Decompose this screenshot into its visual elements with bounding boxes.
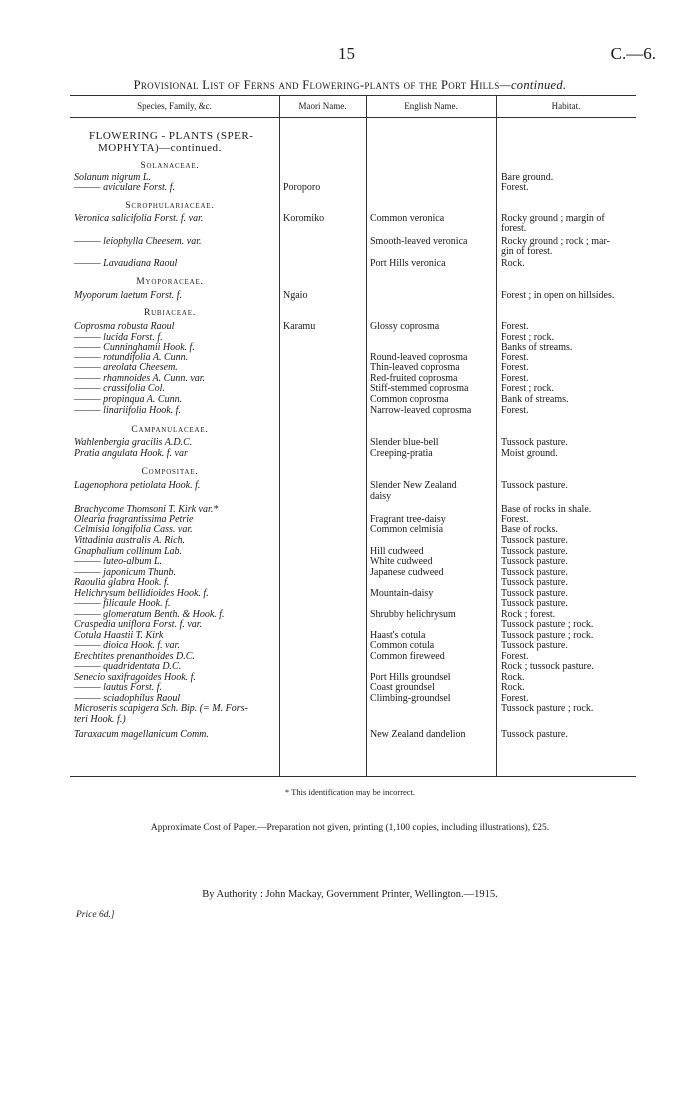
habitat-cell: Tussock pasture ; rock. xyxy=(501,619,594,630)
species-cell: ——— dioica Hook. f. var. xyxy=(74,640,180,651)
habitat-cell: Tussock pasture. xyxy=(501,598,568,609)
english-name-cell: Round-leaved coprosma xyxy=(370,352,468,363)
family-heading-scrophulariaceae: Scrophulariaceae. xyxy=(125,201,215,211)
species-cell: Gnaphalium collinum Lab. xyxy=(74,546,183,557)
species-cell: ——— lucida Forst. f. xyxy=(74,332,163,343)
habitat-cell: Forest. xyxy=(501,693,529,704)
english-name-cell: Slender New Zealand xyxy=(370,480,457,491)
page-number: 15 xyxy=(338,44,355,63)
section-heading-line-1: FLOWERING - PLANTS (SPER- xyxy=(89,130,254,142)
english-name-cell: Haast's cotula xyxy=(370,630,426,641)
habitat-cell: Banks of streams. xyxy=(501,342,573,353)
english-name-cell: Stiff-stemmed coprosma xyxy=(370,383,469,394)
species-cell: Wahlenbergia gracilis A.D.C. xyxy=(74,437,193,448)
english-name-cell: Climbing-groundsel xyxy=(370,693,451,704)
species-cell: ——— filicaule Hook. f. xyxy=(74,598,171,609)
habitat-cell: gin of forest. xyxy=(501,246,553,257)
species-cell: Myoporum laetum Forst. f. xyxy=(74,290,183,301)
habitat-cell: Tussock pasture ; rock. xyxy=(501,703,594,714)
english-name-cell: Port Hills groundsel xyxy=(370,672,451,683)
species-cell: Helichrysum bellidioides Hook. f. xyxy=(74,588,209,599)
habitat-cell: Moist ground. xyxy=(501,448,558,459)
species-cell: ——— luteo-album L. xyxy=(74,556,163,567)
list-title-main: Provisional List of Ferns and Flowering-plants of the Port Hills xyxy=(133,78,500,92)
species-cell: Raoulia glabra Hook. f. xyxy=(74,577,170,588)
habitat-cell: Forest. xyxy=(501,182,529,193)
habitat-cell: Tussock pasture. xyxy=(501,556,568,567)
habitat-cell: Tussock pasture ; rock. xyxy=(501,630,594,641)
habitat-cell: Rock. xyxy=(501,682,525,693)
habitat-cell: Rock. xyxy=(501,672,525,683)
species-cell: ——— lautus Forst. f. xyxy=(74,682,163,693)
species-cell: Taraxacum magellanicum Comm. xyxy=(74,729,209,740)
english-name-cell: Port Hills veronica xyxy=(370,258,446,269)
english-name-cell: Japanese cudweed xyxy=(370,567,444,578)
habitat-cell: Base of rocks in shale. xyxy=(501,504,592,515)
habitat-cell: forest. xyxy=(501,223,527,234)
species-cell: ——— Lavaudiana Raoul xyxy=(74,258,178,269)
column-header-english: English Name. xyxy=(404,101,458,111)
species-cell: ——— areolata Cheesem. xyxy=(74,362,178,373)
printer-authority-line: By Authority : John Mackay, Government Printer, Wellington.—1915. xyxy=(202,889,498,900)
species-cell: Veronica salicifolia Forst. f. var. xyxy=(74,213,204,224)
english-name-cell: daisy xyxy=(370,491,392,502)
species-cell: Vittadinia australis A. Rich. xyxy=(74,535,186,546)
document-code: C.—6. xyxy=(610,44,656,63)
english-name-cell: Common fireweed xyxy=(370,651,445,662)
column-divider-1 xyxy=(279,95,280,776)
maori-name-cell: Karamu xyxy=(283,321,316,332)
column-header-habitat: Habitat. xyxy=(551,101,581,111)
table-top-rule xyxy=(70,95,636,96)
list-title-suffix: —continued. xyxy=(499,78,567,92)
english-name-cell: Glossy coprosma xyxy=(370,321,440,332)
english-name-cell: Mountain-daisy xyxy=(370,588,434,599)
maori-name-cell: Ngaio xyxy=(283,290,308,301)
species-cell: Solanum nigrum L. xyxy=(74,172,151,183)
species-cell: ——— glomeratum Benth. & Hook. f. xyxy=(74,609,225,620)
english-name-cell: Creeping-pratia xyxy=(370,448,433,459)
habitat-cell: Tussock pasture. xyxy=(501,437,568,448)
species-cell: ——— Cunninghamii Hook. f. xyxy=(74,342,195,353)
species-cell: Microseris scapigera Sch. Bip. (= M. Fors- xyxy=(74,703,248,714)
english-name-cell: Coast groundsel xyxy=(370,682,435,693)
column-divider-3 xyxy=(496,95,497,776)
english-name-cell: Common celmisia xyxy=(370,524,444,535)
family-heading-myoporaceae: Myoporaceae. xyxy=(136,277,204,287)
english-name-cell: Fragrant tree-daisy xyxy=(370,514,446,525)
habitat-cell: Tussock pasture. xyxy=(501,567,568,578)
species-cell: Pratia angulata Hook. f. var xyxy=(74,448,188,459)
species-cell: Senecio saxifragoides Hook. f. xyxy=(74,672,196,683)
species-cell: ——— rhamnoides A. Cunn. var. xyxy=(74,373,206,384)
list-title xyxy=(0,78,700,93)
section-heading-line-2 xyxy=(98,142,222,154)
species-cell: ——— linariifolia Hook. f. xyxy=(74,405,181,416)
english-name-cell: New Zealand dandelion xyxy=(370,729,466,740)
column-header-maori: Maori Name. xyxy=(298,101,347,111)
maori-name-cell: Poroporo xyxy=(283,182,321,193)
english-name-cell: Common veronica xyxy=(370,213,445,224)
column-header-species: Species, Family, &c. xyxy=(137,101,212,111)
habitat-cell: Rock ; tussock pasture. xyxy=(501,661,594,672)
species-cell: ——— leiophylla Cheesem. var. xyxy=(74,236,202,247)
habitat-cell: Rocky ground ; margin of xyxy=(501,213,605,224)
species-cell: Erechtites prenanthoides D.C. xyxy=(74,651,195,662)
maori-name-cell: Koromiko xyxy=(283,213,325,224)
english-name-cell: White cudweed xyxy=(370,556,433,567)
family-heading-compositae: Compositae. xyxy=(141,467,199,477)
habitat-cell: Forest ; rock. xyxy=(501,383,555,394)
habitat-cell: Forest. xyxy=(501,352,529,363)
habitat-cell: Forest. xyxy=(501,651,529,662)
species-cell: Cotula Haastii T. Kirk xyxy=(74,630,164,641)
habitat-cell: Forest. xyxy=(501,373,529,384)
species-cell: Lagenophora petiolata Hook. f. xyxy=(74,480,201,491)
habitat-cell: Forest. xyxy=(501,514,529,525)
english-name-cell: Slender blue-bell xyxy=(370,437,439,448)
table-bottom-rule xyxy=(70,776,636,777)
cost-of-paper-note: Approximate Cost of Paper.—Preparation not given, printing (1,100 copies, including illustrations), £25. xyxy=(150,823,550,833)
habitat-cell: Forest. xyxy=(501,405,529,416)
habitat-cell: Forest ; in open on hillsides. xyxy=(501,290,615,301)
habitat-cell: Bare ground. xyxy=(501,172,554,183)
habitat-cell: Rocky ground ; rock ; mar- xyxy=(501,236,610,247)
habitat-cell: Tussock pasture. xyxy=(501,577,568,588)
habitat-cell: Tussock pasture. xyxy=(501,535,568,546)
family-heading-rubiaceae: Rubiaceae. xyxy=(143,308,197,318)
species-cell: ——— crassifolia Col. xyxy=(74,383,165,394)
habitat-cell: Tussock pasture. xyxy=(501,546,568,557)
habitat-cell: Tussock pasture. xyxy=(501,640,568,651)
english-name-cell: Common cotula xyxy=(370,640,435,651)
header-bottom-rule xyxy=(70,117,636,118)
species-cell: ——— japonicum Thunb. xyxy=(74,567,176,578)
species-cell: teri Hook. f.) xyxy=(74,714,126,725)
species-cell: Olearia fragrantissima Petrie xyxy=(74,514,194,525)
column-divider-2 xyxy=(366,95,367,776)
english-name-cell: Red-fruited coprosma xyxy=(370,373,458,384)
english-name-cell: Thin-leaved coprosma xyxy=(370,362,460,373)
species-cell: Brachycome Thomsoni T. Kirk var.* xyxy=(74,504,219,515)
price-note: Price 6d.] xyxy=(76,910,115,920)
habitat-cell: Forest. xyxy=(501,362,529,373)
habitat-cell: Rock ; forest. xyxy=(501,609,556,620)
english-name-cell: Smooth-leaved veronica xyxy=(370,236,468,247)
family-heading-solanaceae: Solanaceae. xyxy=(140,161,200,171)
habitat-cell: Rock. xyxy=(501,258,525,269)
habitat-cell: Base of rocks. xyxy=(501,524,558,535)
english-name-cell: Narrow-leaved coprosma xyxy=(370,405,472,416)
species-cell: Coprosma robusta Raoul xyxy=(74,321,175,332)
english-name-cell: Common coprosma xyxy=(370,394,449,405)
species-cell: ——— propinqua A. Cunn. xyxy=(74,394,183,405)
habitat-cell: Tussock pasture. xyxy=(501,480,568,491)
english-name-cell: Shrubby helichrysum xyxy=(370,609,456,620)
english-name-cell: Hill cudweed xyxy=(370,546,424,557)
habitat-cell: Forest. xyxy=(501,321,529,332)
species-cell: ——— sciadophilus Raoul xyxy=(74,693,181,704)
section-heading-line-2-text: MOPHYTA)—continued. xyxy=(98,142,222,154)
species-cell: ——— rotundifolia A. Cunn. xyxy=(74,352,189,363)
habitat-cell: Tussock pasture. xyxy=(501,588,568,599)
family-heading-campanulaceae: Campanulaceae. xyxy=(131,425,209,435)
habitat-cell: Bank of streams. xyxy=(501,394,569,405)
identification-footnote: * This identification may be incorrect. xyxy=(284,787,416,797)
species-cell: Celmisia longifolia Cass. var. xyxy=(74,524,193,535)
species-cell: ——— quadridentata D.C. xyxy=(74,661,182,672)
habitat-cell: Forest ; rock. xyxy=(501,332,555,343)
species-cell: ——— aviculare Forst. f. xyxy=(74,182,176,193)
habitat-cell: Tussock pasture. xyxy=(501,729,568,740)
species-cell: Craspedia uniflora Forst. f. var. xyxy=(74,619,203,630)
